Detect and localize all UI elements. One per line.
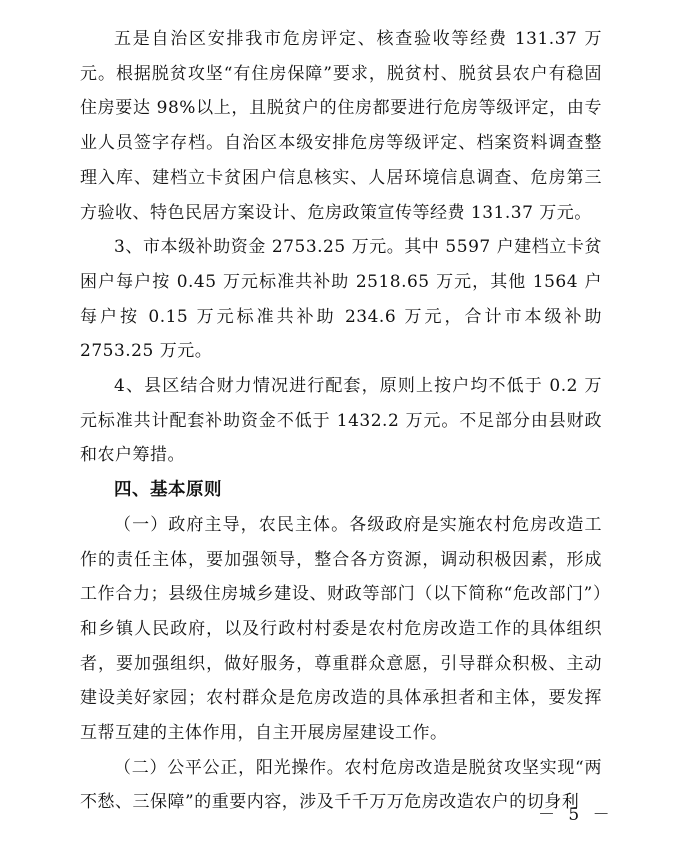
paragraph-evaluation-funds: 五是自治区安排我市危房评定、核查验收等经费 131.37 万元。根据脱贫攻坚“有住房保障”要求，脱贫村、脱贫县农户有稳固住房要达 98%以上，且脱贫户的住房都要进行危房等级评定，由专业人员签字存档。自治区本级安排危房等级评定、档案资料调查整理入库、建档立卡贫困户信息核实、人居环境信息调查、危房第三方验收、特色民居方案设计、危房政策宣传等经费 131.37 万元。: [80, 29, 602, 223]
paragraph-principle-one: （一）政府主导，农民主体。各级政府是实施农村危房改造工作的责任主体，要加强领导，整合各方资源，调动积极因素，形成工作合力；县级住房城乡建设、财政等部门（以下简称“危改部门”）和乡镇人民政府，以及行政村村委是农村危房改造工作的具体组织者，要加强组织，做好服务，尊重群众意愿，引导群众积极、主动建设美好家园；农村群众是危房改造的具体承担者和主体，要发挥互帮互建的主体作用，自主开展房屋建设工作。: [80, 514, 602, 744]
paragraph-county-matching: 4、县区结合财力情况进行配套，原则上按户均不低于 0.2 万元标准共计配套补助资金不低于 1432.2 万元。不足部分由县财政和农户筹措。: [80, 376, 602, 466]
page-number: － 5 －: [538, 805, 614, 825]
document-body: [80, 22, 602, 820]
paragraph-principle-two: （二）公平公正，阳光操作。农村危房改造是脱贫攻坚实现“两不愁、三保障”的重要内容，涉及千千万万危房改造农户的切身利: [80, 757, 602, 813]
paragraph-city-subsidy: 3、市本级补助资金 2753.25 万元。其中 5597 户建档立卡贫困户每户按 0.45 万元标准共补助 2518.65 万元，其他 1564 户每户按 0.15 万元标准共补助 234.6 万元，合计市本级补助 2753.25 万元。: [80, 237, 602, 362]
section-heading-basic-principles: 四、基本原则: [114, 480, 222, 501]
